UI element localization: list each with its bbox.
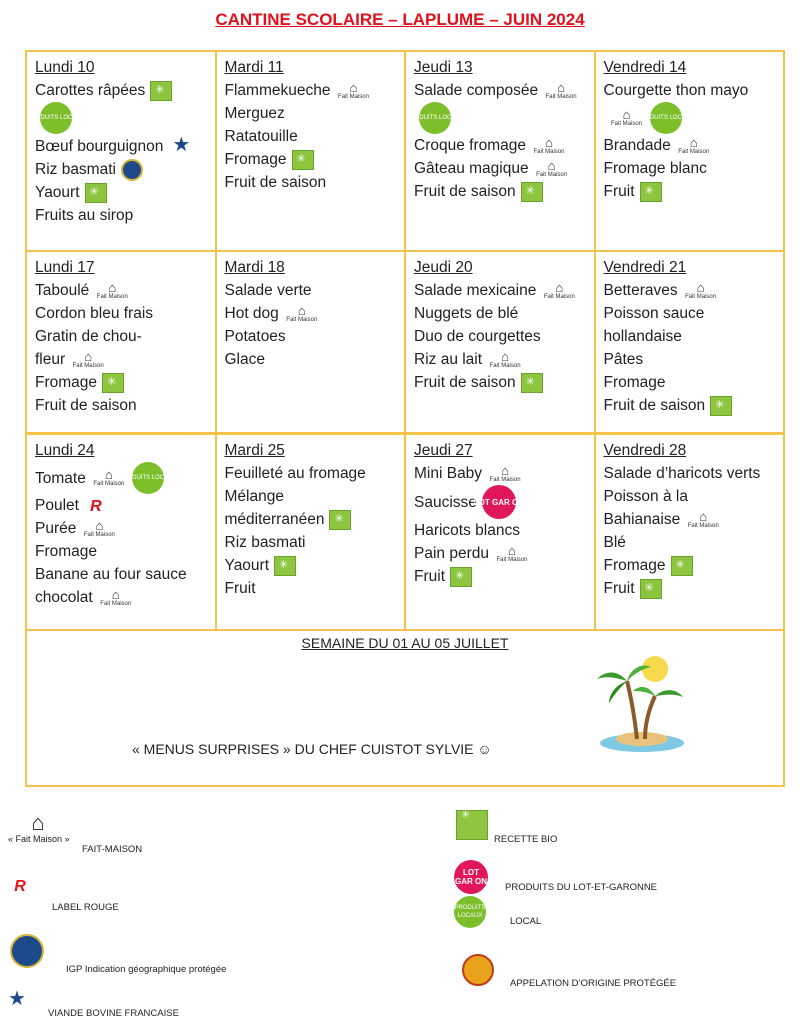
menu-item xyxy=(414,180,588,203)
menu-item-label: Fruits au sirop xyxy=(35,207,134,224)
day-cell xyxy=(217,435,407,629)
week-row xyxy=(27,52,783,252)
surprise-menu-text: « MENUS SURPRISES » DU CHEF CUISTOT SYLVIE ☺ xyxy=(132,741,492,757)
menu-item xyxy=(604,462,778,485)
legend-fait-maison: FAIT-MAISON xyxy=(82,844,143,855)
menu-item xyxy=(604,485,778,508)
menu-item xyxy=(225,171,399,194)
fait-maison-small-text: Fait Maison xyxy=(286,316,318,323)
menu-item-label: Tomate xyxy=(35,469,86,487)
menu-item xyxy=(35,394,209,417)
bio-leaf-icon xyxy=(274,556,296,576)
fait-maison-icon xyxy=(487,462,523,483)
menu-item-label: Potatoes xyxy=(224,328,286,345)
house-icon: ⌂ xyxy=(349,79,358,95)
menu-item-label: Cordon bleu frais xyxy=(35,305,154,322)
house-icon: ⌂ xyxy=(108,279,117,295)
menu-item xyxy=(225,102,399,125)
day-cell xyxy=(596,435,784,629)
menu-item xyxy=(604,134,778,157)
menu-item-label: Gratin de chou- xyxy=(35,328,142,345)
menu-item-label: Bœuf bourguignon xyxy=(35,137,164,155)
label-rouge-icon: R xyxy=(90,497,102,515)
menu-item-label: Fromage blanc xyxy=(603,160,707,177)
menu-item-label: Riz basmati xyxy=(35,161,116,178)
menu-item xyxy=(35,371,209,394)
menu-item-label: Blé xyxy=(603,534,626,551)
house-icon: ⌂ xyxy=(95,517,104,533)
day-cell xyxy=(217,252,407,432)
menu-item-label: Poisson à la xyxy=(603,488,688,505)
fait-maison-small-text: Fait Maison xyxy=(496,556,528,563)
next-week-heading: SEMAINE DU 01 AU 05 JUILLET xyxy=(301,635,509,651)
legend-lot: PRODUITS DU LOT-ET-GARONNE xyxy=(505,882,658,893)
menu-item-label: Salade mexicaine xyxy=(414,282,537,299)
menu-item-label: Glace xyxy=(224,351,265,368)
menu-item xyxy=(414,519,588,542)
menu-item xyxy=(604,371,778,394)
house-icon: ⌂ xyxy=(111,586,120,602)
menu-item-label: Croque fromage xyxy=(414,137,527,154)
menu-item-label: Salade verte xyxy=(224,282,312,299)
igp-icon xyxy=(10,934,44,968)
menu-item-label: Fruit de saison xyxy=(224,174,327,191)
day-label: Mardi 25 xyxy=(224,442,285,459)
local-product-icon: PRODUITS LOCAUX xyxy=(650,102,682,134)
local-product-icon: PRODUITS LOCAUX xyxy=(454,896,486,928)
fait-maison-small-text: Fait Maison xyxy=(337,93,369,100)
menu-item xyxy=(604,180,778,203)
legend-igp: IGP Indication géographique protégée xyxy=(66,964,227,975)
menu-item-label: hollandaise xyxy=(603,328,682,345)
menu-item xyxy=(414,157,588,180)
menu-item xyxy=(35,348,209,371)
label-rouge-icon: R xyxy=(14,878,26,895)
menu-item xyxy=(225,148,399,171)
menu-item xyxy=(225,554,399,577)
menu-item xyxy=(35,462,209,494)
menu-item xyxy=(225,577,399,600)
menu-item xyxy=(604,325,778,348)
bio-leaf-icon xyxy=(292,150,314,170)
fait-maison-icon xyxy=(94,279,130,300)
fait-maison-small-text: Fait Maison xyxy=(543,293,575,300)
house-icon: ⌂ xyxy=(557,79,566,95)
menu-item xyxy=(604,394,778,417)
day-cell xyxy=(406,252,596,432)
fait-maison-icon xyxy=(487,348,523,369)
menu-item-label: Pâtes xyxy=(603,351,644,368)
house-icon: ⌂ xyxy=(545,134,553,150)
menu-item-label: Fruit de saison xyxy=(414,183,516,200)
menu-item-label: méditerranéen xyxy=(224,511,325,528)
week-row xyxy=(27,435,783,631)
bio-leaf-icon xyxy=(85,183,107,203)
menu-item-label: Merguez xyxy=(224,105,285,122)
lot-et-garonne-icon: LOT GAR ON xyxy=(454,860,488,894)
house-icon: ⌂ xyxy=(297,302,306,318)
day-cell xyxy=(27,435,217,629)
day-label: Mardi 18 xyxy=(224,259,285,276)
day-cell xyxy=(406,52,596,250)
menu-item xyxy=(35,181,209,204)
house-icon: ⌂ xyxy=(696,279,705,295)
menu-item xyxy=(604,79,778,102)
fait-maison-legend-icon xyxy=(8,812,70,844)
house-icon: ⌂ xyxy=(31,810,45,835)
day-cell xyxy=(27,252,217,432)
fait-maison-icon xyxy=(335,79,371,100)
fait-maison-icon xyxy=(494,542,530,563)
menu-item-label: chocolat xyxy=(35,589,93,606)
menu-item-label: Taboulé xyxy=(35,282,90,299)
fait-maison-small-text: Fait Maison xyxy=(536,171,568,178)
day-cell xyxy=(596,252,784,432)
menu-item xyxy=(35,302,209,325)
legend-aop: APPELATION D’ORIGINE PROTÉGÉE xyxy=(510,978,677,989)
french-beef-icon: ★ xyxy=(172,134,191,156)
menu-item xyxy=(35,79,209,102)
bio-leaf-icon xyxy=(456,810,488,840)
menu-item xyxy=(225,279,399,302)
fait-maison-small-text: Fait Maison xyxy=(489,362,521,369)
fait-maison-small-text: Fait Maison xyxy=(93,481,125,487)
local-product-icon: PRODUITS LOCAUX xyxy=(132,462,164,494)
menu-item xyxy=(35,563,209,586)
menu-item xyxy=(225,325,399,348)
fait-maison-small-text: Fait Maison xyxy=(685,293,717,300)
menu-item-label: Fromage xyxy=(224,151,287,168)
day-label: Jeudi 13 xyxy=(414,59,473,76)
menu-item xyxy=(35,494,209,517)
bio-leaf-icon xyxy=(329,510,351,530)
menu-item xyxy=(225,348,399,371)
menu-item xyxy=(604,302,778,325)
house-icon: ⌂ xyxy=(508,542,516,558)
menu-item xyxy=(225,531,399,554)
fait-maison-small-text: Fait Maison xyxy=(678,148,710,155)
menu-item xyxy=(414,325,588,348)
menu-item xyxy=(35,540,209,563)
menu-item xyxy=(414,79,588,102)
menu-item xyxy=(35,517,209,540)
menu-grid xyxy=(25,50,785,787)
menu-item-label: Bahianaise xyxy=(603,511,681,528)
fait-maison-icon xyxy=(685,508,721,529)
menu-item xyxy=(604,531,778,554)
menu-item xyxy=(225,462,399,485)
menu-item-label: Gâteau magique xyxy=(414,160,529,177)
aop-icon xyxy=(462,954,494,986)
menu-item-label: Ratatouille xyxy=(224,128,298,145)
bio-leaf-icon xyxy=(640,579,662,599)
day-cell xyxy=(596,52,784,250)
menu-item-label: Feuilleté au fromage xyxy=(224,465,366,482)
week-row xyxy=(27,252,783,435)
bio-leaf-icon xyxy=(450,567,472,587)
day-label: Mardi 11 xyxy=(224,59,284,76)
menu-item-label: Carottes râpées xyxy=(35,82,146,99)
bio-leaf-icon xyxy=(671,556,693,576)
day-label: Vendredi 21 xyxy=(603,259,687,276)
menu-item-label: Fromage xyxy=(35,543,98,560)
menu-item-label: Fruit xyxy=(603,183,635,200)
menu-item-label: fleur xyxy=(35,351,66,368)
bio-leaf-icon xyxy=(521,182,543,202)
house-icon: ⌂ xyxy=(501,348,509,364)
fait-maison-small-text: Fait Maison xyxy=(96,293,128,300)
menu-item-label: Betteraves xyxy=(603,282,678,299)
menu-item xyxy=(604,554,778,577)
house-icon: ⌂ xyxy=(555,279,564,295)
day-label: Vendredi 28 xyxy=(603,442,687,459)
menu-item-label: Fromage xyxy=(603,374,666,391)
menu-item xyxy=(35,134,209,158)
menu-item xyxy=(414,485,588,519)
bio-leaf-icon xyxy=(102,373,124,393)
day-cell xyxy=(406,435,596,629)
day-label: Lundi 24 xyxy=(35,442,95,459)
igp-icon xyxy=(121,159,143,181)
menu-item xyxy=(414,462,588,485)
fait-maison-icon xyxy=(531,134,567,155)
bio-leaf-icon xyxy=(640,182,662,202)
menu-item xyxy=(604,157,778,180)
menu-item-label: Duo de courgettes xyxy=(414,328,541,345)
local-product-icon: PRODUITS LOCAUX xyxy=(40,102,72,134)
menu-item xyxy=(604,348,778,371)
legend-local: LOCAL xyxy=(510,916,542,927)
house-icon: ⌂ xyxy=(84,348,93,364)
menu-item-label: Hot dog xyxy=(224,305,279,322)
menu-item xyxy=(225,79,399,102)
fait-maison-icon xyxy=(683,279,719,300)
menu-item xyxy=(414,348,588,371)
menu-item-label: Mélange xyxy=(224,488,284,505)
fait-maison-icon xyxy=(81,517,117,538)
page-title: CANTINE SCOLAIRE – LAPLUME – JUIN 2024 xyxy=(215,10,585,29)
fait-maison-icon xyxy=(70,348,106,369)
fait-maison-small-text: Fait Maison xyxy=(610,121,642,127)
menu-item-label: Saucisse xyxy=(414,493,477,511)
menu-item-label: Fromage xyxy=(35,374,98,391)
next-week-panel xyxy=(27,631,783,785)
house-icon: ⌂ xyxy=(622,107,631,122)
fait-maison-logo-text: « Fait Maison » xyxy=(8,834,70,844)
menu-item xyxy=(225,508,399,531)
legend-vbf: VIANDE BOVINE FRANCAISE xyxy=(48,1008,179,1019)
menu-item xyxy=(414,134,588,157)
fait-maison-small-text: Fait Maison xyxy=(83,531,115,538)
legend xyxy=(0,800,800,1026)
palm-island-icon xyxy=(587,651,697,756)
menu-item-label: Riz basmati xyxy=(224,534,306,551)
menu-item-label: Salade composée xyxy=(414,82,539,99)
fait-maison-small-text: Fait Maison xyxy=(72,362,104,369)
fait-maison-small-text: Fait Maison xyxy=(100,600,132,607)
menu-item-label: Yaourt xyxy=(35,184,80,201)
day-label: Vendredi 14 xyxy=(603,59,687,76)
menu-item xyxy=(604,102,778,134)
bio-leaf-icon xyxy=(521,373,543,393)
menu-item-label: Brandade xyxy=(603,137,671,154)
menu-item-label: Flammekueche xyxy=(224,82,331,99)
menu-item xyxy=(27,102,209,134)
fait-maison-icon xyxy=(98,586,134,607)
menu-item xyxy=(414,371,588,394)
menu-item xyxy=(414,302,588,325)
fait-maison-icon xyxy=(543,79,579,100)
menu-item xyxy=(604,508,778,531)
fait-maison-icon xyxy=(676,134,712,155)
menu-item-label: Fruit de saison xyxy=(414,374,516,391)
fait-maison-small-text: Fait Maison xyxy=(533,148,565,155)
fait-maison-small-text: Fait Maison xyxy=(489,476,521,483)
menu-item xyxy=(414,565,588,588)
house-icon: ⌂ xyxy=(689,134,698,150)
day-label: Jeudi 27 xyxy=(414,442,473,459)
day-label: Lundi 10 xyxy=(35,59,95,76)
day-label: Lundi 17 xyxy=(35,259,95,276)
menu-item xyxy=(414,279,588,302)
menu-item xyxy=(35,204,209,227)
menu-item xyxy=(35,325,209,348)
menu-item xyxy=(225,485,399,508)
menu-item xyxy=(604,279,778,302)
menu-item xyxy=(35,158,209,181)
legend-label-rouge: LABEL ROUGE xyxy=(52,902,119,913)
menu-item-label: Poulet xyxy=(35,497,79,514)
menu-item-label: Salade d’haricots verts xyxy=(603,465,761,482)
menu-item-label: Purée xyxy=(35,520,77,537)
menu-item xyxy=(225,125,399,148)
menu-item-label: Fromage xyxy=(603,557,666,574)
bio-leaf-icon xyxy=(710,396,732,416)
fait-maison-icon xyxy=(284,302,320,323)
menu-item-label: Fruit de saison xyxy=(603,397,706,414)
fait-maison-small-text: Fait Maison xyxy=(545,93,577,100)
menu-item xyxy=(406,102,588,134)
french-beef-icon: ★ xyxy=(8,988,26,1010)
menu-item xyxy=(414,542,588,565)
menu-item-label: Mini Baby xyxy=(414,465,483,482)
menu-item-label: Banane au four sauce xyxy=(35,566,187,583)
menu-item xyxy=(35,586,209,609)
local-product-icon: PRODUITS LOCAUX xyxy=(419,102,451,134)
menu-item-label: Poisson sauce xyxy=(603,305,705,322)
house-icon: ⌂ xyxy=(104,467,113,482)
menu-item-label: Haricots blancs xyxy=(414,522,520,539)
menu-item-label: Courgette thon mayo xyxy=(603,82,749,99)
house-icon: ⌂ xyxy=(547,157,556,173)
menu-item-label: Yaourt xyxy=(224,557,270,574)
menu-item-label: Fruit xyxy=(414,568,445,585)
day-label: Jeudi 20 xyxy=(414,259,473,276)
menu-item-label: Riz au lait xyxy=(414,351,483,368)
bio-leaf-icon xyxy=(150,81,172,101)
legend-bio: RECETTE BIO xyxy=(494,834,558,845)
menu-item xyxy=(35,279,209,302)
menu-item-label: Nuggets de blé xyxy=(414,305,519,322)
house-icon: ⌂ xyxy=(501,462,509,478)
fait-maison-small-text: Fait Maison xyxy=(687,522,719,529)
menu-item-label: Fruit de saison xyxy=(35,397,137,414)
fait-maison-icon xyxy=(534,157,570,178)
menu-item-label: Fruit xyxy=(224,580,256,597)
lot-et-garonne-icon: LOT GAR ON xyxy=(482,485,516,519)
fait-maison-icon xyxy=(541,279,577,300)
menu-item xyxy=(604,577,778,600)
menu-item-label: Pain perdu xyxy=(414,545,489,562)
house-icon: ⌂ xyxy=(699,508,708,524)
day-cell xyxy=(217,52,407,250)
day-cell xyxy=(27,52,217,250)
menu-item-label: Fruit xyxy=(603,580,635,597)
menu-item xyxy=(225,302,399,325)
